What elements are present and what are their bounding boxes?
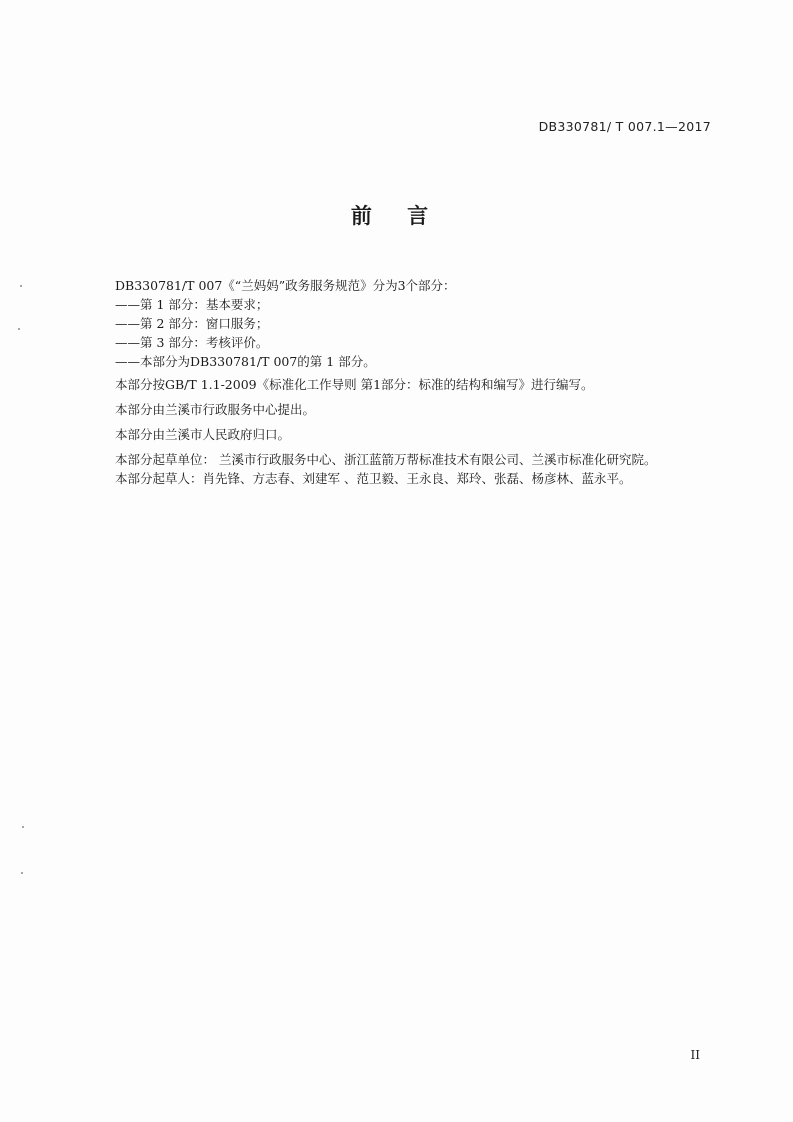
scan-speck xyxy=(22,826,24,828)
paragraph-line: 本部分由兰溪市人民政府归口。 xyxy=(115,427,291,442)
paragraph-line: 本部分起草单位： 兰溪市行政服务中心、浙江蓝箭万帮标准技术有限公司、兰溪市标准化研究院。 xyxy=(115,452,657,467)
paragraph-line: 本部分按GB/T 1.1-2009《标准化工作导则 第1部分：标准的结构和编写》进行编写。 xyxy=(115,377,594,392)
scan-speck xyxy=(18,328,20,330)
page-number: II xyxy=(690,1048,700,1062)
paragraph-line: 本部分起草人：肖先锋、方志春、刘建军 、范卫毅、王永良、郑玲、张磊、杨彦林、蓝永平。 xyxy=(115,471,632,486)
paragraph-line: DB330781/T 007《“兰妈妈”政务服务规范》分为3个部分： xyxy=(115,278,456,293)
scan-speck xyxy=(20,285,22,287)
scan-speck xyxy=(21,872,23,874)
paragraph-line: ——第 3 部分：考核评价。 xyxy=(115,335,269,350)
paragraph-line: ——第 1 部分：基本要求； xyxy=(115,297,269,312)
page-title: 前 言 xyxy=(350,204,443,228)
paragraph-line: ——本部分为DB330781/T 007的第 1 部分。 xyxy=(115,354,376,369)
paragraph-line: ——第 2 部分：窗口服务； xyxy=(115,316,269,331)
paragraph-line: 本部分由兰溪市行政服务中心提出。 xyxy=(115,402,316,417)
foreword-body xyxy=(115,276,735,488)
standard-code: DB330781/ T 007.1—2017 xyxy=(538,119,711,134)
